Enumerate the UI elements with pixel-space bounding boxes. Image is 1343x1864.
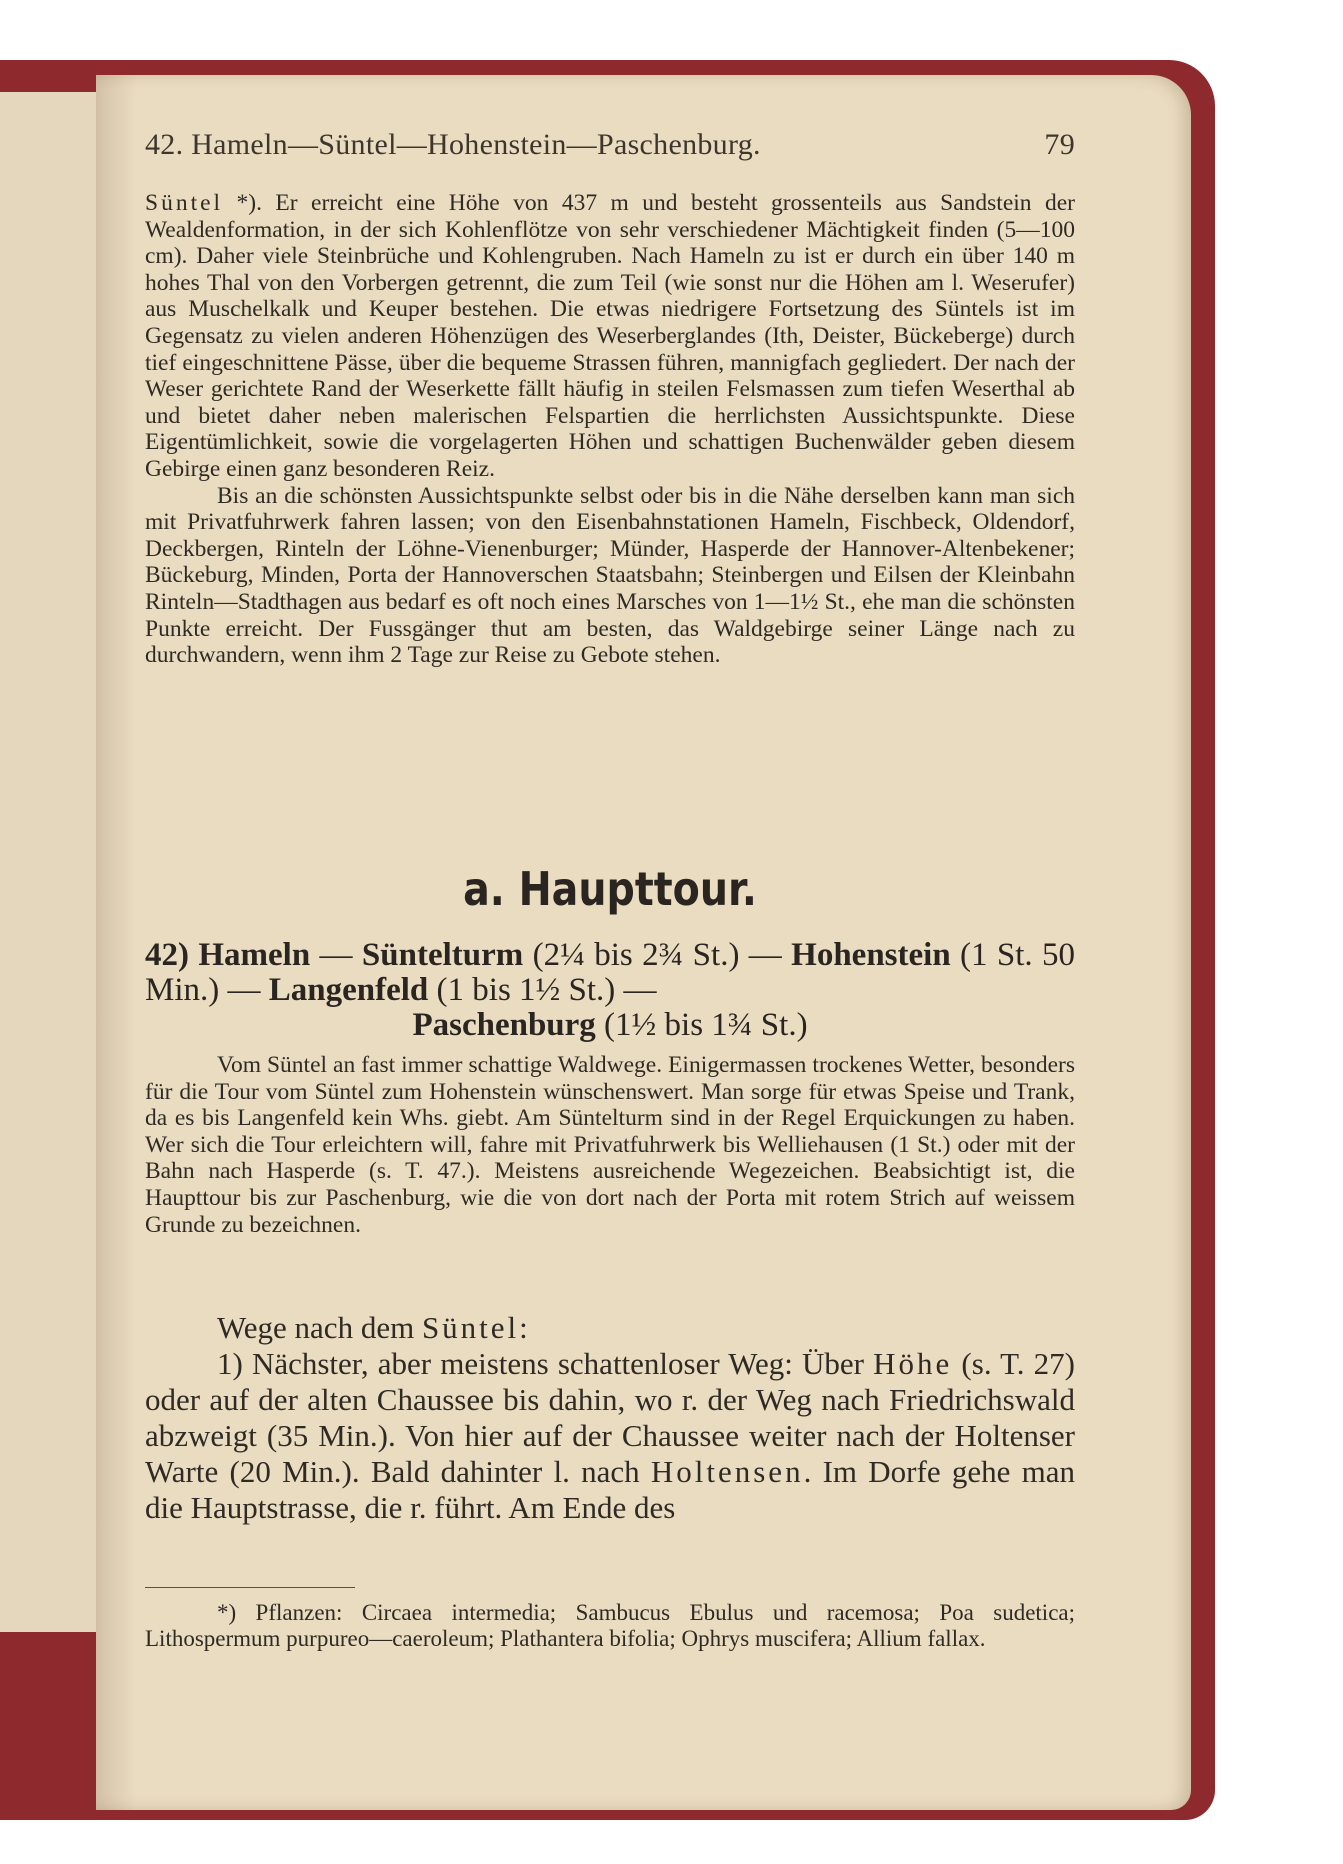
- intro-paragraph-2: Bis an die schönsten Aussichtspunkte selbst oder bis in die Nähe derselben kann man sich mit Privatfuhrwerk fahren lassen; von den Eisenbahnstationen Hameln, Fischbeck, Oldendorf, Deckbergen, Rinteln der Löhne-Vienenburger; Münder, Hasperde der Hannover-Altenbekener; Bückeburg, Minden, Porta der Hannoverschen Staatsbahn; Steinbergen und Eilsen der Kleinbahn Rinteln—Stadthagen aus bedarf es oft noch eines Marsches von 1—1½ St., ehe man die schönsten Punkte erreicht. Der Fussgänger thut am besten, das Waldgebirge seiner Länge nach zu durchwandern, wenn ihm 2 Tage zur Reise zu Gebote stehen.: [145, 482, 1075, 669]
- route-sep-3: (1 St. 50 Min.) —: [145, 937, 1076, 1008]
- way-1-place-hoehe: Höhe: [873, 1346, 953, 1381]
- intro-lead-word: Süntel: [145, 190, 224, 216]
- route-sep-1: —: [310, 937, 362, 973]
- intro-paragraph-1: [145, 190, 1075, 483]
- route-place-hohenstein: Hohenstein: [791, 937, 951, 973]
- footnote-text: *) Pflanzen: Circaea intermedia; Sambucus Ebulus und racemosa; Poa sudetica; Lithospermum purpureo—caeroleum; Plathantera bifolia; Ophrys muscifera; Allium fallax.: [145, 1600, 1075, 1651]
- ways-section: [145, 1310, 1075, 1526]
- running-header: [145, 128, 1075, 162]
- ways-title-text: Wege nach dem: [217, 1310, 422, 1345]
- ways-title: [145, 1310, 1075, 1346]
- section-heading: a. Haupttour.: [463, 862, 757, 916]
- gutter-shadow: [96, 75, 136, 1810]
- header-title: 42. Hameln—Süntel—Hohenstein—Paschenburg.: [145, 128, 761, 161]
- route-place-paschenburg: Paschenburg: [412, 1007, 596, 1043]
- route-sep-5: (1½ bis 1¾ St.): [595, 1007, 808, 1043]
- footnote-rule: [145, 1587, 355, 1588]
- way-1-text-b: (s. T. 27) oder auf der alten Chaussee bis dahin, wo r. der Weg nach Friedrichswald abzweigt (35 Min.). Von hier auf der Chaussee weiter nach der Holtenser Warte (20 Min.). Bald dahinter l. nach: [145, 1346, 1075, 1489]
- way-1-text-a: 1) Nächster, aber meistens schattenloser Weg: Über: [217, 1346, 874, 1381]
- way-1-place-holtensen: Holtensen: [650, 1454, 804, 1489]
- route-sep-4: (1 bis 1½ St.) —: [428, 972, 657, 1008]
- ways-title-colon: :: [519, 1310, 528, 1345]
- ways-title-place: Süntel: [421, 1310, 520, 1345]
- route-place-suenteltourm: Süntelturm: [361, 937, 524, 973]
- way-1-paragraph: [145, 1346, 1075, 1526]
- page-number: 79: [1044, 128, 1075, 161]
- route-info: [145, 1052, 1075, 1238]
- left-page-edge: [0, 92, 107, 1632]
- route-title: [145, 938, 1075, 1043]
- intro-text: [145, 190, 1075, 669]
- route-last-line: [145, 1008, 1075, 1043]
- route-place-langenfeld: Langenfeld: [268, 972, 429, 1008]
- footnote: [145, 1600, 1075, 1652]
- route-sep-2: (2¼ bis 2¾ St.) —: [523, 937, 792, 973]
- route-info-paragraph: Vom Süntel an fast immer schattige Waldwege. Einigermassen trockenes Wetter, besonders für die Tour vom Süntel zum Hohenstein wünschenswert. Man sorge für etwas Speise und Trank, da es bis Langenfeld kein Whs. giebt. Am Süntelturm sind in der Regel Erquickungen zu haben. Wer sich die Tour erleichtern will, fahre mit Privatfuhrwerk bis Welliehausen (1 St.) oder mit der Bahn nach Hasperde (s. T. 47.). Meistens ausreichende Wegezeichen. Beabsichtigt ist, die Haupttour bis zur Paschenburg, wie die von dort nach der Porta mit rotem Strich auf weissem Grunde zu bezeichnen.: [145, 1052, 1075, 1238]
- way-1-text-c: . Im Dorfe gehe man die Hauptstrasse, die r. führt. Am Ende des: [145, 1454, 1075, 1525]
- intro-para1-body: *). Er erreicht eine Höhe von 437 m und besteht grossenteils aus Sandstein der Wealdenformation, in der sich Kohlenflötze von sehr verschiedener Mächtigkeit finden (5—100 cm). Daher viele Steinbrüche und Kohlengruben. Nach Hameln zu ist er durch ein über 140 m hohes Thal von den Vorbergen getrennt, die zum Teil (wie sonst nur die Höhen am l. Weserufer) aus Muschelkalk und Keuper bestehen. Die etwas niedrigere Fortsetzung des Süntels ist im Gegensatz zu vielen anderen Höhenzügen des Weserberglandes (Ith, Deister, Bückeberge) durch tief eingeschnittene Pässe, über die bequeme Strassen führen, mannigfach gegliedert. Der nach der Weser gerichtete Rand der Weserkette fällt häufig in steilen Felsmassen zum tiefen Weserthal ab und bietet daher neben malerischen Felspartien die herrlichsten Aussichtspunkte. Diese Eigentümlichkeit, sowie die vorgelagerten Höhen und schattigen Buchenwälder geben diesem Gebirge einen ganz besonderen Reiz.: [145, 190, 1075, 482]
- route-number: 42): [145, 937, 189, 973]
- route-place-hameln: Hameln: [198, 937, 311, 973]
